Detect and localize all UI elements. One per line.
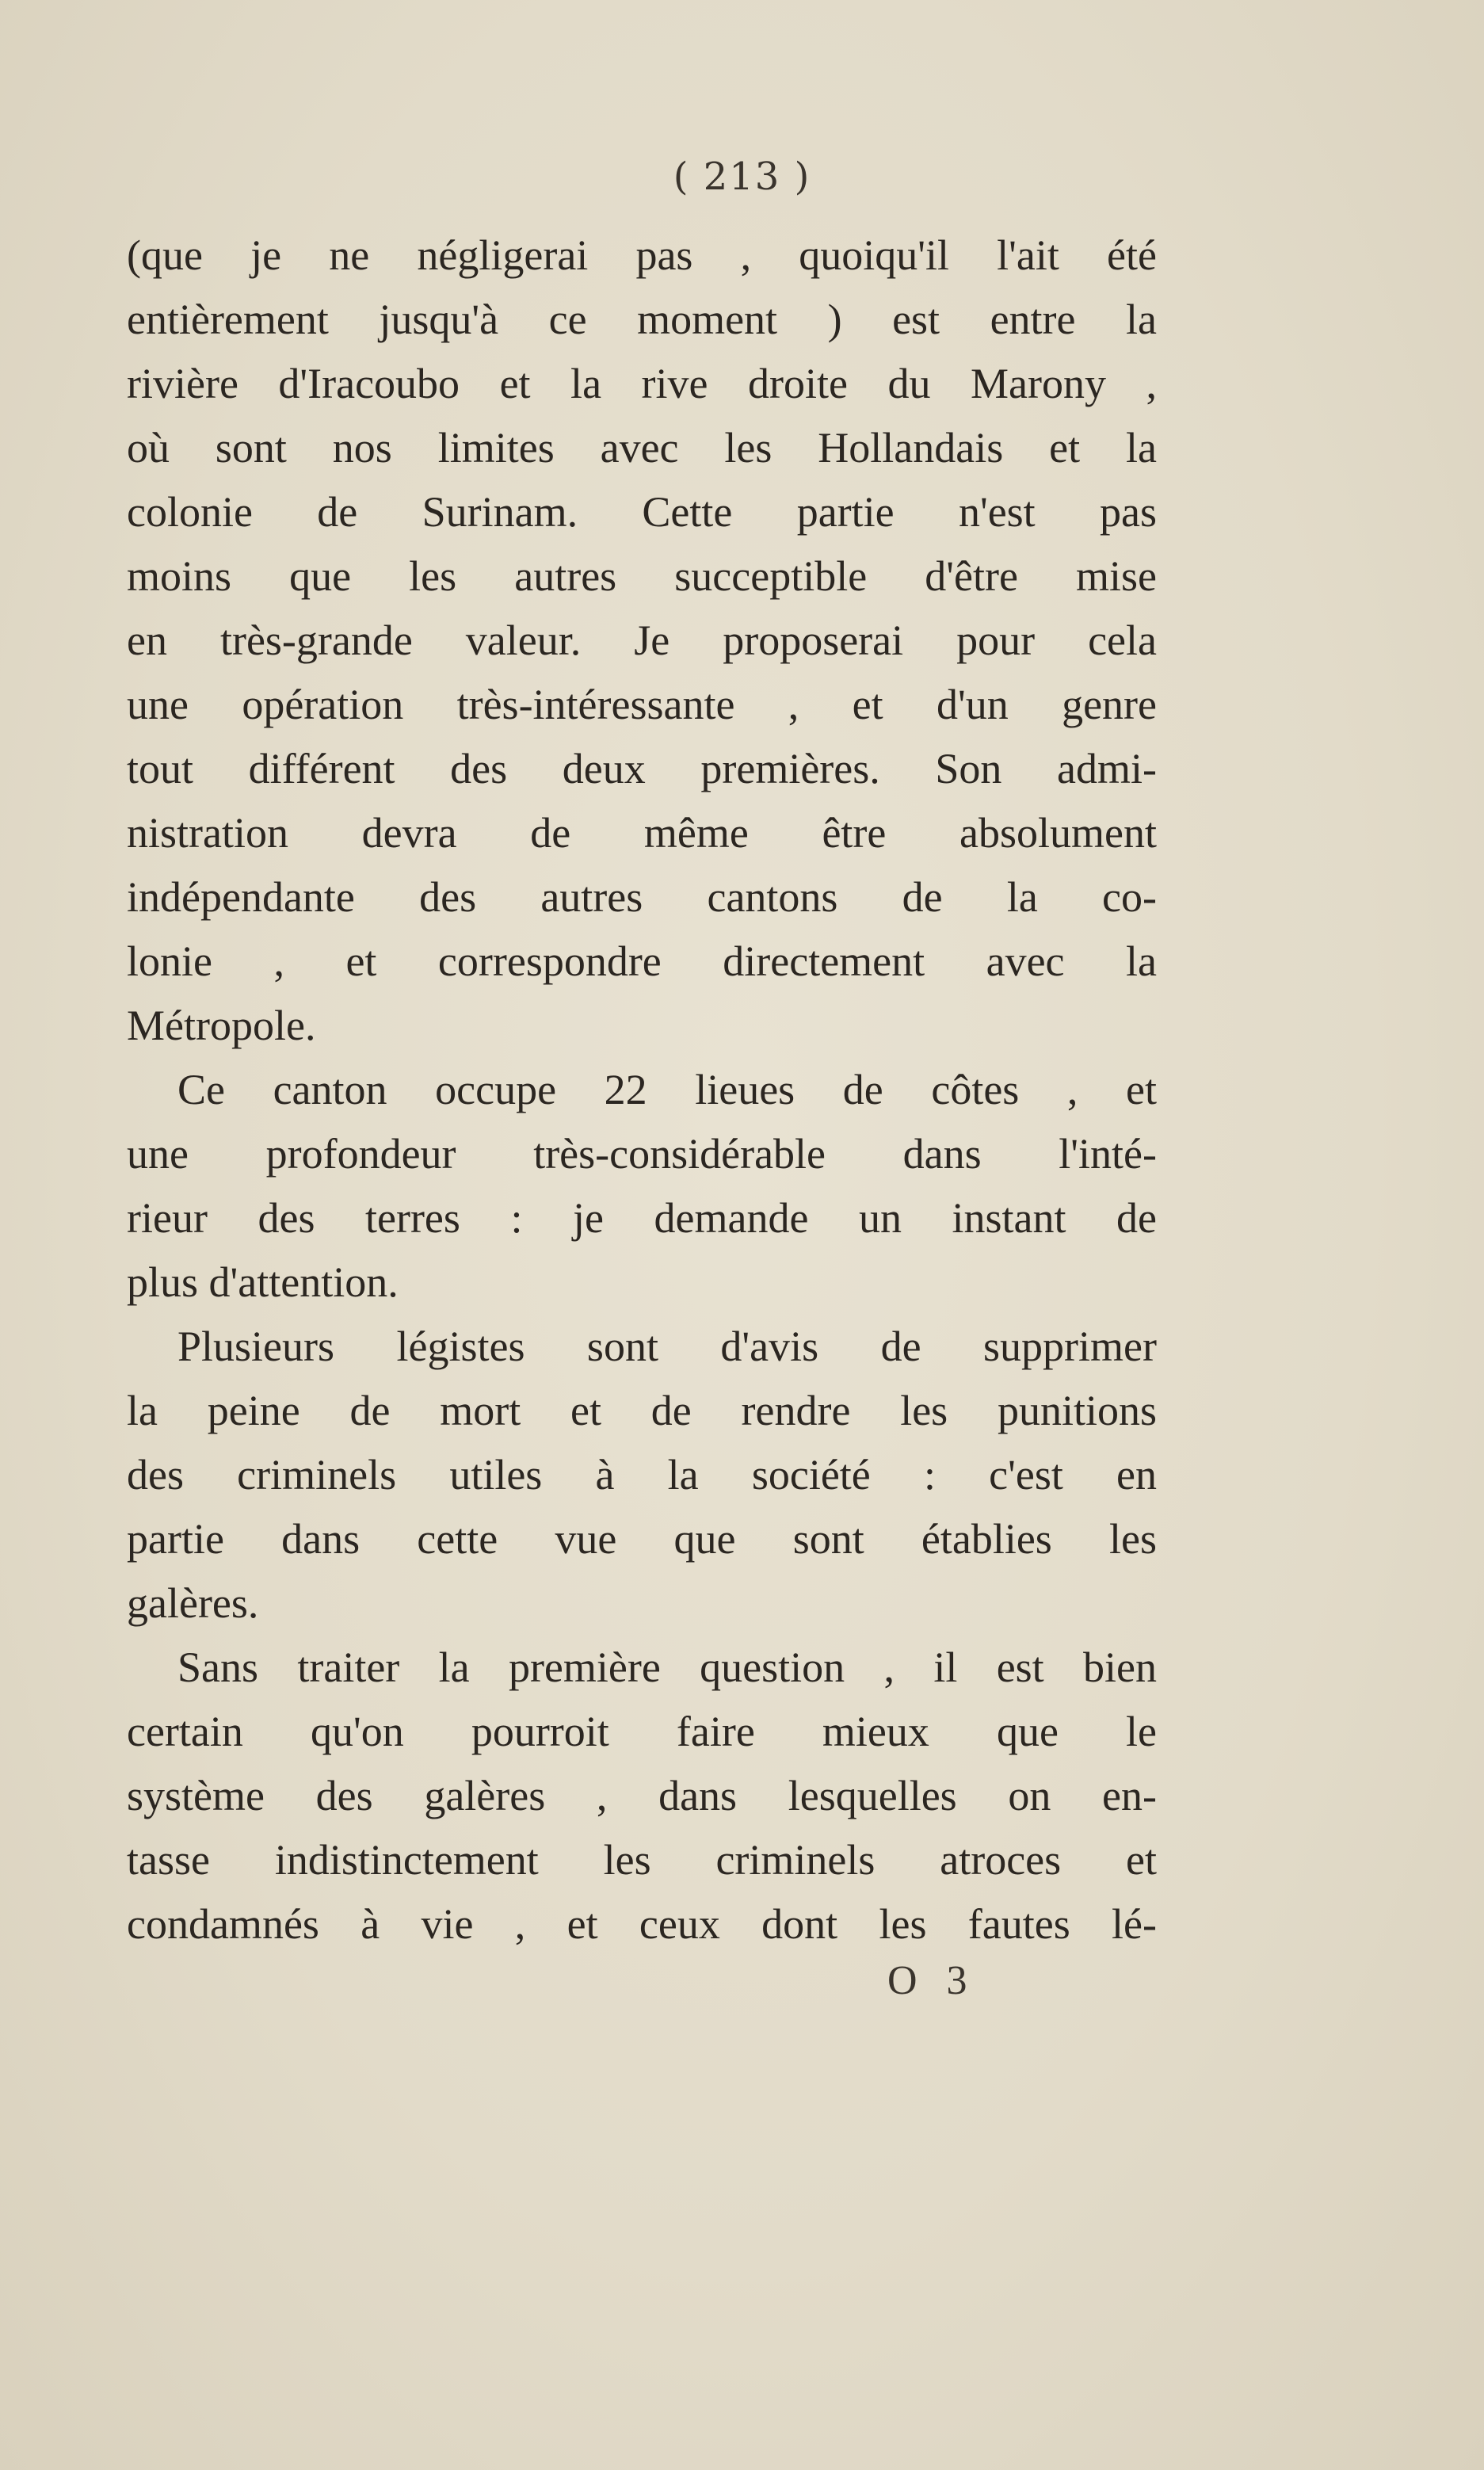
signature-mark: O 3 bbox=[887, 1958, 977, 2003]
text-line: certain qu'on pourroit faire mieux que le bbox=[127, 1708, 1157, 1755]
page-number-header: ( 213 ) bbox=[673, 155, 811, 199]
text-line: une profondeur très-considérable dans l'inté- bbox=[127, 1130, 1157, 1178]
text-line: rieur des terres : je demande un instant de bbox=[127, 1194, 1157, 1242]
text-line: en très-grande valeur. Je proposerai pour cela bbox=[127, 617, 1157, 664]
text-line: Plusieurs légistes sont d'avis de supprimer bbox=[177, 1323, 1157, 1370]
text-line: condamnés à vie , et ceux dont les fautes lé- bbox=[127, 1900, 1157, 1948]
text-line: Sans traiter la première question , il est bien bbox=[177, 1643, 1157, 1691]
text-line: tasse indistinctement les criminels atroces et bbox=[127, 1836, 1157, 1884]
text-line: où sont nos limites avec les Hollandais et la bbox=[127, 424, 1157, 471]
body-text bbox=[127, 223, 1157, 1957]
text-line: galères. bbox=[127, 1579, 259, 1627]
text-line: (que je ne négligerai pas , quoiqu'il l'ait été bbox=[127, 231, 1157, 279]
text-line: partie dans cette vue que sont établies les bbox=[127, 1515, 1157, 1563]
text-line: tout différent des deux premières. Son admi- bbox=[127, 745, 1157, 792]
text-line: la peine de mort et de rendre les punitions bbox=[127, 1387, 1157, 1434]
text-line: système des galères , dans lesquelles on en- bbox=[127, 1772, 1157, 1819]
text-line: Ce canton occupe 22 lieues de côtes , et bbox=[177, 1066, 1157, 1113]
text-line: indépendante des autres cantons de la co- bbox=[127, 873, 1157, 921]
text-line: une opération très-intéressante , et d'un genre bbox=[127, 681, 1157, 728]
text-line: des criminels utiles à la société : c'est en bbox=[127, 1451, 1157, 1498]
text-line: nistration devra de même être absolument bbox=[127, 809, 1157, 857]
text-line: moins que les autres succeptible d'être mise bbox=[127, 552, 1157, 600]
text-line: lonie , et correspondre directement avec la bbox=[127, 937, 1157, 985]
text-line: colonie de Surinam. Cette partie n'est pas bbox=[127, 488, 1157, 536]
text-line: entièrement jusqu'à ce moment ) est entre la bbox=[127, 296, 1157, 343]
text-line: rivière d'Iracoubo et la rive droite du Marony , bbox=[127, 360, 1157, 407]
text-line: Métropole. bbox=[127, 1002, 316, 1049]
text-line: plus d'attention. bbox=[127, 1258, 399, 1306]
